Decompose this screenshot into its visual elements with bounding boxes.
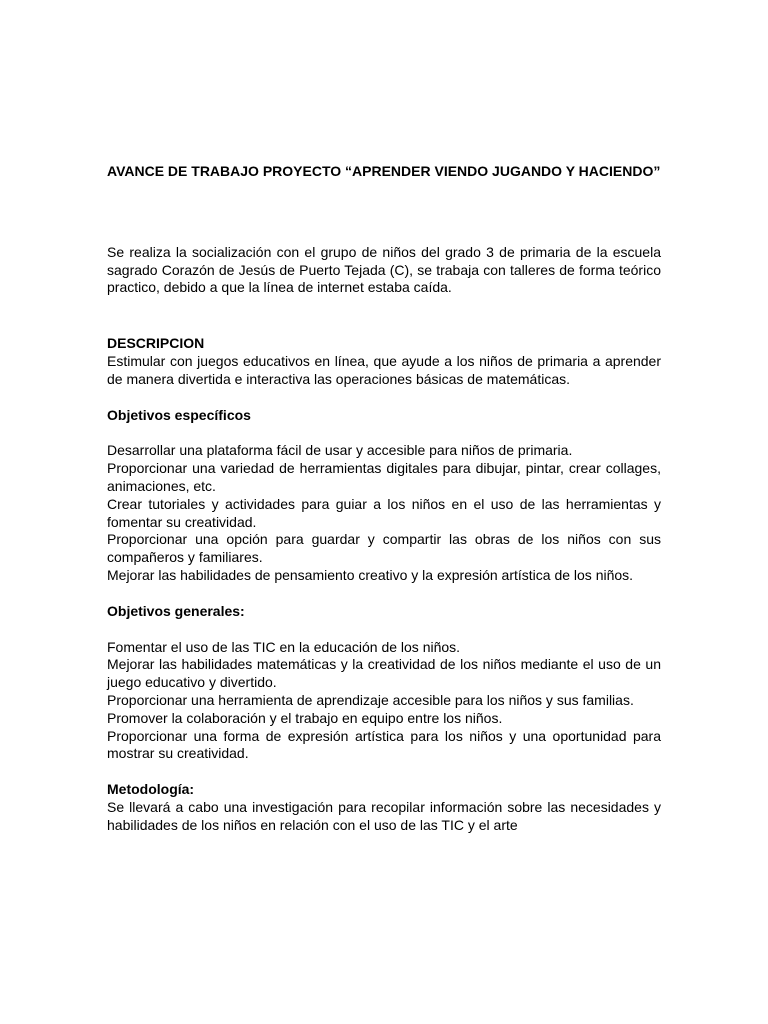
metodologia-paragraph: Se llevará a cabo una investigación para recopilar información sobre las necesidades y habilidades de los niños en relación con el uso de las TIC y el arte	[107, 798, 661, 833]
list-item: Mejorar las habilidades matemáticas y la creatividad de los niños mediante el uso de un juego educativo y divertido.	[107, 656, 661, 691]
list-item: Proporcionar una opción para guardar y compartir las obras de los niños con sus compañeros y familiares.	[107, 531, 661, 566]
list-item: Fomentar el uso de las TIC en la educación de los niños.	[107, 638, 461, 655]
document-page	[107, 163, 661, 835]
metodologia-heading: Metodología:	[107, 781, 195, 798]
objetivos-generales-heading: Objetivos generales:	[107, 602, 245, 619]
list-item: Promover la colaboración y el trabajo en equipo entre los niños.	[107, 709, 503, 726]
descripcion-paragraph: Estimular con juegos educativos en línea, que ayude a los niños de primaria a aprender de manera divertida e interactiva las operaciones básicas de matemáticas.	[107, 352, 661, 387]
objetivos-especificos-heading: Objetivos específicos	[107, 406, 251, 423]
list-item: Proporcionar una forma de expresión artística para los niños y una oportunidad para mostrar su creatividad.	[107, 727, 661, 762]
objetivos-generales-list	[107, 639, 661, 764]
list-item: Crear tutoriales y actividades para guiar a los niños en el uso de las herramientas y fomentar su creatividad.	[107, 495, 661, 530]
list-item: Desarrollar una plataforma fácil de usar y accesible para niños de primaria.	[107, 442, 573, 459]
descripcion-heading: DESCRIPCION	[107, 335, 205, 352]
list-item: Mejorar las habilidades de pensamiento creativo y la expresión artística de los niños.	[107, 566, 634, 583]
list-item: Proporcionar una herramienta de aprendizaje accesible para los niños y sus familias.	[107, 691, 634, 708]
list-item: Proporcionar una variedad de herramientas digitales para dibujar, pintar, crear collages, animaciones, etc.	[107, 460, 661, 494]
intro-paragraph: Se realiza la socialización con el grupo de niños del grado 3 de primaria de la escuela sagrado Corazón de Jesús de Puerto Tejada (C), se trabaja con talleres de forma teórico practico, debido a que la línea de internet estaba caída.	[107, 243, 661, 296]
objetivos-especificos-list	[107, 442, 661, 584]
document-title: AVANCE DE TRABAJO PROYECTO “APRENDER VIENDO JUGANDO Y HACIENDO”	[107, 163, 661, 179]
